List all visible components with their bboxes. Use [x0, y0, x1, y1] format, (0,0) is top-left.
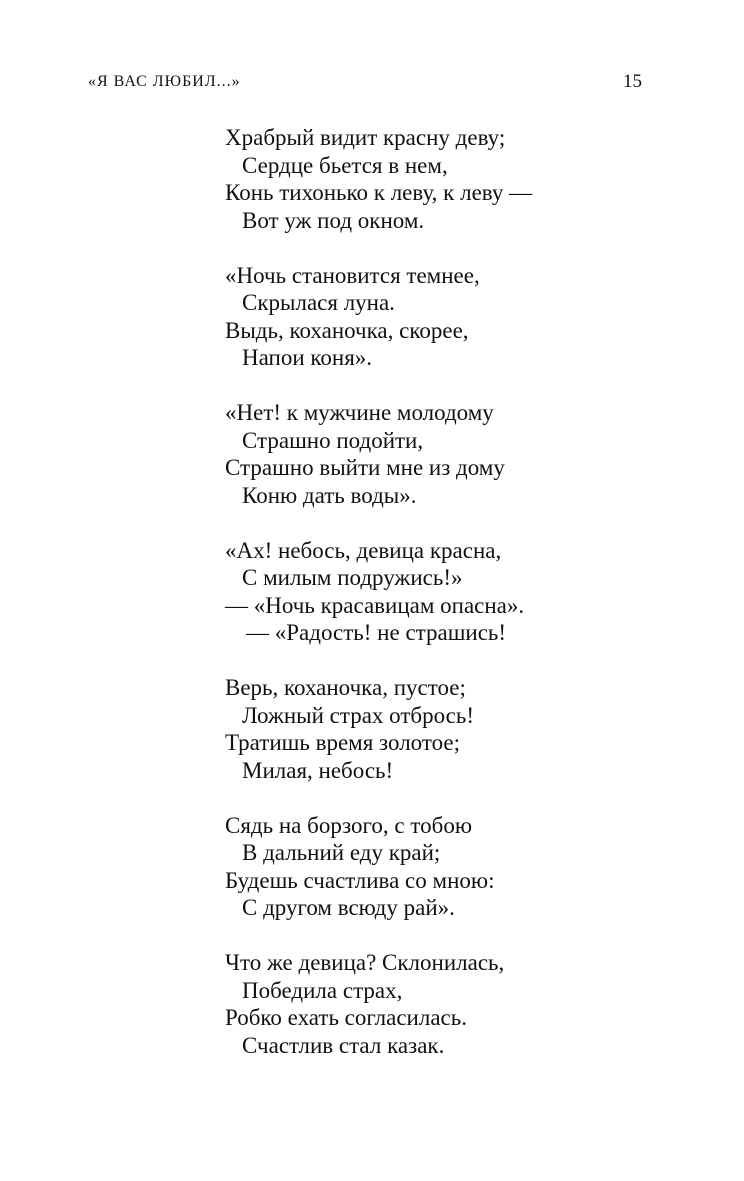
- poem-line: Скрылася луна.: [242, 290, 395, 315]
- poem-line: Страшно подойти,: [242, 427, 424, 453]
- stanza-1: [225, 124, 695, 234]
- poem-line: «Ночь становится темнее,: [225, 262, 480, 288]
- poem-line: — «Ночь красавицам опасна».: [225, 592, 525, 618]
- poem-body: [225, 124, 695, 1087]
- stanza-4: [225, 537, 695, 647]
- poem-line: Напои коня».: [242, 345, 373, 370]
- poem-line: «Нет! к мужчине молодому: [225, 400, 494, 425]
- poem-line: В дальний еду край;: [242, 840, 441, 865]
- poem-line: «Ах! небось, девица красна,: [225, 537, 502, 563]
- stanza-3: [225, 399, 695, 509]
- poem-line: Храбрый видит красну деву;: [225, 125, 506, 150]
- stanza-6: [225, 812, 695, 922]
- page-number: 15: [623, 71, 642, 92]
- poem-line: Сядь на борзого, с тобою: [225, 812, 473, 838]
- poem-line: Коню дать воды».: [242, 482, 417, 508]
- poem-line: С другом всюду рай».: [242, 895, 455, 920]
- poem-line: Выдь, коханочка, скорее,: [225, 317, 469, 343]
- stanza-2: [225, 262, 695, 372]
- poem-line: Верь, коханочка, пустое;: [225, 675, 466, 700]
- running-title: «Я ВАС ЛЮБИЛ...»: [88, 73, 241, 90]
- poem-line: — «Радость! не страшись!: [246, 620, 507, 645]
- poem-line: Конь тихонько к леву, к леву —: [225, 180, 533, 205]
- poem-line: Ложный страх отбрось!: [242, 702, 475, 728]
- poem-line: Сердце бьется в нем,: [242, 152, 448, 178]
- poem-line: Победила страх,: [242, 977, 403, 1003]
- poem-line: Счастлив стал казак.: [242, 1032, 445, 1058]
- poem-line: Что же девица? Склонилась,: [225, 950, 505, 975]
- poem-line: Милая, небось!: [242, 757, 394, 783]
- poem-line: Тратишь время золотое;: [225, 730, 460, 755]
- stanza-5: [225, 674, 695, 784]
- poem-line: Робко ехать согласилась.: [225, 1005, 467, 1030]
- poem-line: С милым подружись!»: [242, 565, 463, 590]
- stanza-7: [225, 949, 695, 1059]
- poem-line: Вот уж под окном.: [242, 207, 425, 233]
- poem-line: Будешь счастлива со мною:: [225, 867, 495, 893]
- poem-line: Страшно выйти мне из дому: [225, 455, 505, 480]
